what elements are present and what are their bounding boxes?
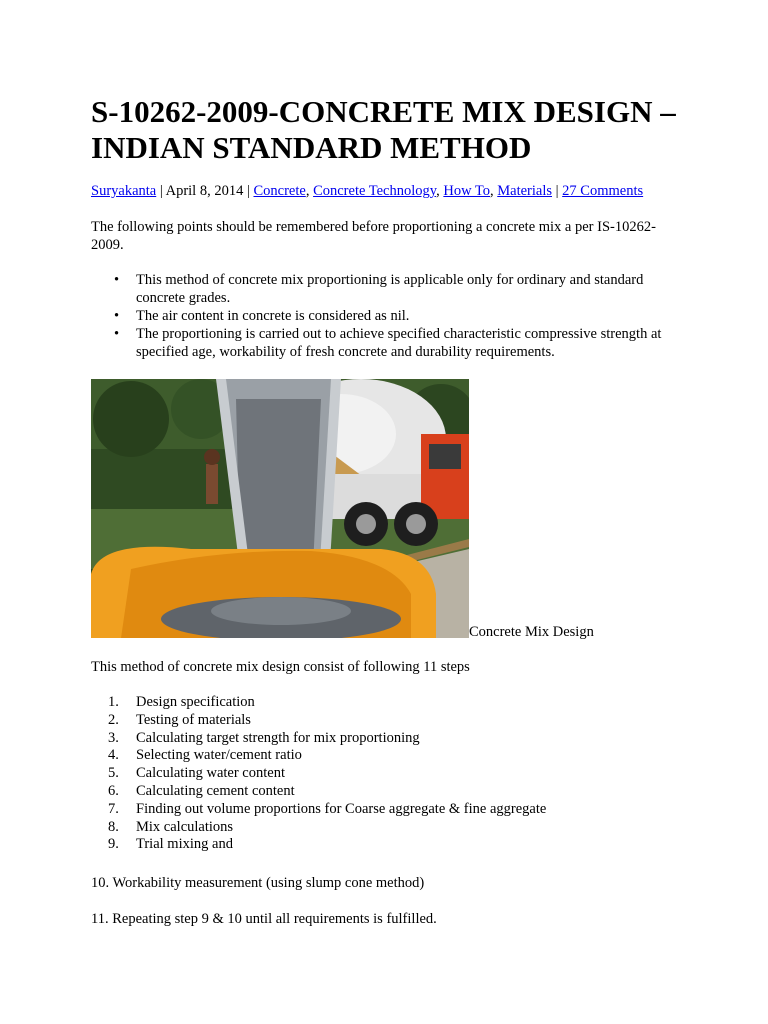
list-item: [91, 712, 681, 730]
author-link[interactable]: Suryakanta: [91, 183, 157, 199]
step-text: Trial mixing and: [136, 836, 233, 853]
list-item: [91, 819, 681, 837]
bullet-icon: •: [114, 272, 120, 288]
meta-separator: |: [552, 183, 563, 199]
step-text: Finding out volume proportions for Coarse aggregate & fine aggregate: [136, 800, 547, 817]
step-text: Calculating water content: [136, 765, 285, 782]
step-text: Testing of materials: [136, 711, 251, 728]
step-text: Calculating target strength for mix proportioning: [136, 729, 420, 746]
concrete-truck-illustration: [91, 379, 469, 638]
step-number: 1.: [108, 694, 119, 710]
list-item: [91, 801, 681, 819]
step-text: Selecting water/cement ratio: [136, 747, 302, 764]
step-10-paragraph: 10. Workability measurement (using slump cone method): [91, 875, 425, 891]
step-text: Calculating cement content: [136, 782, 295, 799]
list-item: [91, 836, 681, 854]
wheel-hub: [406, 514, 426, 534]
list-item: [91, 765, 681, 783]
category-link-concrete-technology[interactable]: Concrete Technology: [313, 183, 437, 199]
step-number: 8.: [108, 818, 119, 835]
step-number: 3.: [108, 729, 119, 746]
step-text: Mix calculations: [136, 818, 234, 835]
bullet-icon: •: [114, 326, 120, 342]
step-number: 6.: [108, 782, 119, 799]
step-number: 9.: [108, 836, 119, 853]
category-separator: ,: [490, 183, 498, 199]
category-separator: ,: [305, 183, 314, 199]
step-11-paragraph: 11. Repeating step 9 & 10 until all requirements is fulfilled.: [91, 911, 437, 927]
list-item-text: The air content in concrete is considered as nil.: [136, 308, 410, 324]
key-points-list: [91, 271, 681, 361]
step-number: 7.: [108, 800, 119, 817]
concrete-pour-photo: [91, 379, 469, 638]
step-number: 5.: [108, 765, 119, 782]
article-title: S-10262-2009-CONCRETE MIX DESIGN – INDIAN STANDARD METHOD: [91, 94, 676, 165]
bullet-icon: •: [114, 308, 120, 324]
list-item-text: The proportioning is carried out to achieve specified characteristic compressive strength at specified age, workability of fresh concrete and durability requirements.: [136, 326, 662, 360]
category-link-how-to[interactable]: How To: [443, 183, 490, 199]
article-meta: [91, 182, 643, 200]
step-number: 2.: [108, 711, 119, 728]
comments-link[interactable]: 27 Comments: [562, 183, 644, 199]
category-link-concrete[interactable]: Concrete: [253, 183, 306, 199]
list-item: [91, 783, 681, 801]
image-caption: Concrete Mix Design: [469, 624, 594, 640]
category-separator: ,: [436, 183, 444, 199]
category-link-materials[interactable]: Materials: [497, 183, 553, 199]
meta-separator: |: [243, 183, 254, 199]
post-date: April 8, 2014: [165, 183, 244, 199]
list-item: [91, 307, 681, 325]
intro-paragraph: The following points should be remembered before proportioning a concrete mix a per IS-10262-2009.: [91, 219, 656, 253]
tree: [93, 381, 169, 457]
list-item: [91, 747, 681, 765]
cab-window: [429, 444, 461, 469]
worker: [206, 464, 218, 504]
steps-intro: This method of concrete mix design consist of following 11 steps: [91, 659, 470, 675]
list-item: [91, 325, 681, 361]
step-text: Design specification: [136, 694, 255, 710]
step-number: 4.: [108, 747, 119, 764]
concrete-pile-top: [211, 597, 351, 625]
list-item: [91, 694, 681, 712]
wheel-hub: [356, 514, 376, 534]
list-item-text: This method of concrete mix proportioning is applicable only for ordinary and standard concrete grades.: [136, 272, 644, 306]
worker-head: [204, 449, 220, 465]
list-item: [91, 271, 681, 307]
list-item: [91, 730, 681, 748]
meta-separator: |: [156, 183, 166, 199]
steps-list: [91, 694, 681, 854]
